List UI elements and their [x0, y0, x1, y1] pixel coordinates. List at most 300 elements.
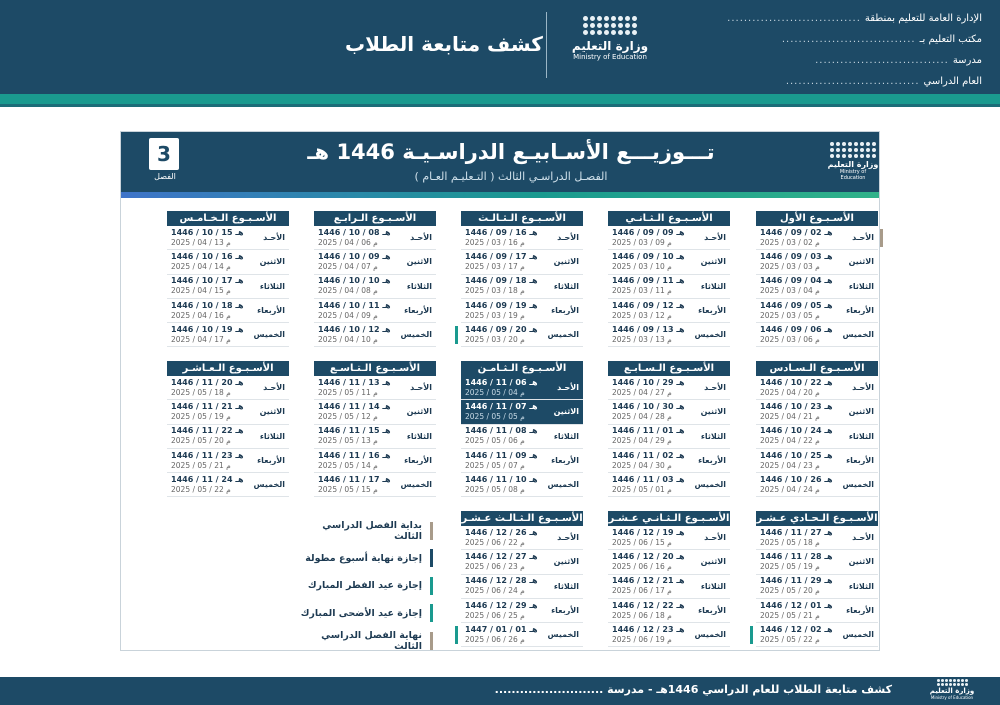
day-name: الخميس: [694, 480, 726, 490]
day-name: الأربعاء: [551, 306, 579, 316]
day-row: [167, 376, 289, 400]
week-title: الأسـبـوع الـحـادي عـشـر: [756, 513, 878, 524]
logo-text-ar: وزارة التعليم: [571, 39, 649, 53]
day-dates: [461, 301, 547, 321]
hijri-date: 1446 / 10 / 26 هـ: [760, 474, 833, 484]
gregorian-date: 2025 / 04 / 16 م: [171, 310, 231, 320]
gregorian-date: 2025 / 06 / 23 م: [465, 561, 525, 571]
admin-fields: [727, 8, 982, 92]
day-name: الخميس: [694, 630, 726, 640]
week-title: الأسـبـوع الـتـاسـع: [314, 361, 436, 376]
day-dates: [756, 301, 842, 321]
week-title: الأسـبـوع الـثـالـث: [461, 211, 583, 226]
legend-swatch: [430, 632, 433, 650]
day-row: [608, 449, 730, 473]
day-row: [461, 623, 583, 647]
week-block: [461, 511, 583, 647]
hijri-date: 1446 / 12 / 22 هـ: [612, 600, 685, 610]
gregorian-date: 2025 / 06 / 17 م: [612, 586, 672, 596]
gregorian-date: 2025 / 05 / 13 م: [318, 436, 378, 446]
day-name: الثلاثاء: [848, 281, 874, 291]
day-dates: [756, 426, 842, 446]
logo-text-en: Ministry of Education: [839, 169, 867, 181]
hijri-date: 1446 / 09 / 12 هـ: [612, 300, 685, 310]
day-dates: [461, 625, 547, 645]
day-dates: [461, 576, 547, 596]
footer-ministry-logo: [927, 679, 977, 700]
legend-swatch: [430, 549, 433, 567]
legend-label: إجازة عيد الفطر المبارك: [307, 580, 422, 592]
admin-field-school: [772, 50, 982, 71]
day-dates: [167, 301, 253, 321]
gregorian-date: 2025 / 05 / 05 م: [465, 411, 525, 421]
day-dates: [756, 451, 842, 471]
day-name: الأحـد: [410, 383, 432, 393]
day-name: الثلاثاء: [848, 581, 874, 591]
hijri-date: 1447 / 01 / 01 هـ: [465, 624, 538, 634]
day-dates: [461, 402, 547, 422]
day-row: [756, 550, 878, 574]
day-row: [608, 599, 730, 623]
day-name: الخميس: [547, 330, 579, 340]
day-dates: [608, 252, 694, 272]
admin-field-label: الإدارة العامة للتعليم بمنطقة: [864, 13, 982, 24]
gregorian-date: 2025 / 04 / 21 م: [760, 411, 820, 421]
hijri-date: 1446 / 11 / 14 هـ: [318, 401, 391, 411]
day-row: [608, 376, 730, 400]
gregorian-date: 2025 / 05 / 20 م: [760, 586, 820, 596]
day-dates: [756, 625, 842, 645]
gregorian-date: 2025 / 03 / 05 م: [760, 310, 820, 320]
legend-swatch: [430, 577, 433, 595]
logo-text-ar: وزارة التعليم: [827, 160, 879, 169]
gregorian-date: 2025 / 04 / 08 م: [318, 286, 378, 296]
gregorian-date: 2025 / 05 / 08 م: [465, 484, 525, 494]
hijri-date: 1446 / 12 / 20 هـ: [612, 551, 685, 561]
gregorian-date: 2025 / 05 / 04 م: [465, 387, 525, 397]
hijri-date: 1446 / 09 / 06 هـ: [760, 324, 833, 334]
day-row: [756, 449, 878, 473]
gregorian-date: 2025 / 05 / 12 م: [318, 411, 378, 421]
hijri-date: 1446 / 10 / 29 هـ: [612, 377, 685, 387]
admin-field-office: [772, 29, 982, 50]
logo-text-en: Ministry of Education: [573, 53, 647, 61]
week-block: [314, 211, 436, 347]
hijri-date: 1446 / 11 / 23 هـ: [171, 450, 244, 460]
day-dates: [461, 528, 547, 548]
hijri-date: 1446 / 11 / 02 هـ: [612, 450, 685, 460]
day-row: [756, 526, 878, 550]
legend-label: بداية الفصل الدراسي الثالث: [322, 519, 422, 542]
gregorian-date: 2025 / 04 / 09 م: [318, 310, 378, 320]
day-name: الاثنين: [259, 257, 285, 267]
day-dates: [461, 552, 547, 572]
hijri-date: 1446 / 11 / 17 هـ: [318, 474, 391, 484]
day-row: [461, 550, 583, 574]
day-name: الأحـد: [557, 533, 579, 543]
day-row: [608, 275, 730, 299]
week-block: [756, 511, 878, 647]
day-name: الثلاثاء: [553, 281, 579, 291]
event-marker: [455, 626, 458, 644]
day-name: الثلاثاء: [700, 431, 726, 441]
hijri-date: 1446 / 11 / 01 هـ: [612, 426, 685, 436]
week-block: [756, 361, 878, 497]
day-dates: [461, 475, 547, 495]
day-name: الأحـد: [704, 233, 726, 243]
day-row: [314, 400, 436, 424]
gregorian-date: 2025 / 03 / 16 م: [465, 237, 525, 247]
day-row: [608, 400, 730, 424]
hijri-date: 1446 / 10 / 25 هـ: [760, 450, 833, 460]
day-row: [314, 473, 436, 497]
day-row: [167, 323, 289, 347]
day-dates: [461, 601, 547, 621]
week-block: [756, 211, 878, 347]
day-name: الأحـد: [263, 383, 285, 393]
gregorian-date: 2025 / 05 / 22 م: [171, 484, 231, 494]
admin-field-label: مدرسة: [952, 55, 982, 66]
day-name: الثلاثاء: [553, 431, 579, 441]
ministry-dots-icon: [580, 16, 640, 35]
day-dates: [167, 252, 253, 272]
day-dates: [756, 252, 842, 272]
day-name: الثلاثاء: [259, 281, 285, 291]
day-name: الاثنين: [700, 257, 726, 267]
hijri-date: 1446 / 10 / 30 هـ: [612, 401, 685, 411]
day-name: الاثنين: [553, 257, 579, 267]
day-name: الخميس: [842, 480, 874, 490]
day-row: [756, 226, 878, 250]
day-dates: [167, 402, 253, 422]
gregorian-date: 2025 / 04 / 22 م: [760, 436, 820, 446]
divider: [546, 12, 547, 78]
day-name: الاثنين: [848, 557, 874, 567]
day-row: [461, 526, 583, 550]
day-row: [756, 299, 878, 323]
day-row: [167, 250, 289, 274]
gregorian-date: 2025 / 04 / 30 م: [612, 460, 672, 470]
day-row: [756, 250, 878, 274]
day-dates: [756, 378, 842, 398]
hijri-date: 1446 / 10 / 24 هـ: [760, 426, 833, 436]
day-dates: [461, 378, 547, 398]
day-name: الأربعاء: [551, 456, 579, 466]
gregorian-date: 2025 / 03 / 13 م: [612, 334, 672, 344]
day-dates: [756, 552, 842, 572]
admin-field-label: مكتب التعليم بـ: [919, 34, 982, 45]
day-dates: [608, 426, 694, 446]
day-name: الاثنين: [553, 407, 579, 417]
day-dates: [167, 325, 253, 345]
day-dates: [461, 451, 547, 471]
hijri-date: 1446 / 12 / 19 هـ: [612, 527, 685, 537]
day-name: الأحـد: [852, 383, 874, 393]
gregorian-date: 2025 / 03 / 17 م: [465, 261, 525, 271]
hijri-date: 1446 / 09 / 18 هـ: [465, 276, 538, 286]
day-row: [608, 323, 730, 347]
day-row: [461, 250, 583, 274]
day-row: [314, 425, 436, 449]
day-row: [608, 575, 730, 599]
day-row: [167, 400, 289, 424]
day-row: [608, 473, 730, 497]
day-name: الاثنين: [406, 407, 432, 417]
gregorian-date: 2025 / 04 / 14 م: [171, 261, 231, 271]
day-row: [314, 449, 436, 473]
day-name: الأحـد: [557, 233, 579, 243]
admin-field-year: [772, 71, 982, 92]
hijri-date: 1446 / 10 / 23 هـ: [760, 401, 833, 411]
week-title: الأسـبـوع الـسـادس: [756, 361, 878, 376]
hijri-date: 1446 / 09 / 13 هـ: [612, 324, 685, 334]
day-row: [167, 425, 289, 449]
hijri-date: 1446 / 09 / 16 هـ: [465, 227, 538, 237]
week-title: الأسـبـوع الـعـاشـر: [167, 361, 289, 376]
hijri-date: 1446 / 10 / 19 هـ: [171, 324, 244, 334]
gregorian-date: 2025 / 06 / 22 م: [465, 537, 525, 547]
legend-label: إجازة نهاية أسبوع مطولة: [305, 552, 422, 564]
day-name: الخميس: [253, 480, 285, 490]
week-block: [461, 211, 583, 347]
legend-label: إجازة عيد الأضحى المبارك: [300, 607, 422, 619]
gregorian-date: 2025 / 03 / 18 م: [465, 286, 525, 296]
day-dates: [314, 451, 400, 471]
gregorian-date: 2025 / 04 / 13 م: [171, 237, 231, 247]
week-title: الأسـبـوع الأول: [756, 211, 878, 226]
day-dates: [167, 228, 253, 248]
day-dates: [756, 402, 842, 422]
gregorian-date: 2025 / 04 / 07 م: [318, 261, 378, 271]
gregorian-date: 2025 / 05 / 18 م: [760, 537, 820, 547]
week-block: [461, 361, 583, 497]
hijri-date: 1446 / 10 / 10 هـ: [318, 276, 391, 286]
hijri-date: 1446 / 10 / 11 هـ: [318, 300, 391, 310]
day-row: [756, 323, 878, 347]
hijri-date: 1446 / 12 / 01 هـ: [760, 600, 833, 610]
day-dates: [314, 402, 400, 422]
day-dates: [314, 252, 400, 272]
gregorian-date: 2025 / 05 / 06 م: [465, 436, 525, 446]
day-name: الاثنين: [848, 257, 874, 267]
term-number: 3: [149, 138, 179, 170]
day-dates: [756, 475, 842, 495]
day-name: الأربعاء: [257, 306, 285, 316]
day-dates: [461, 228, 547, 248]
hijri-date: 1446 / 12 / 02 هـ: [760, 624, 833, 634]
day-name: الأربعاء: [846, 306, 874, 316]
legend-item: [293, 545, 433, 573]
gregorian-date: 2025 / 03 / 09 م: [612, 237, 672, 247]
day-name: الخميس: [400, 330, 432, 340]
day-name: الأحـد: [704, 533, 726, 543]
hijri-date: 1446 / 12 / 28 هـ: [465, 576, 538, 586]
day-name: الأحـد: [852, 233, 874, 243]
admin-field-label: العام الدراسي: [923, 76, 982, 87]
legend: [293, 517, 433, 655]
hijri-date: 1446 / 11 / 24 هـ: [171, 474, 244, 484]
ministry-dots-icon: [936, 679, 968, 686]
day-row: [608, 299, 730, 323]
hijri-date: 1446 / 11 / 06 هـ: [465, 377, 538, 387]
day-row: [608, 250, 730, 274]
day-name: الأحـد: [263, 233, 285, 243]
day-dates: [608, 576, 694, 596]
day-name: الأربعاء: [404, 456, 432, 466]
hijri-date: 1446 / 10 / 22 هـ: [760, 377, 833, 387]
day-row: [461, 400, 583, 424]
day-name: الثلاثاء: [700, 281, 726, 291]
hijri-date: 1446 / 09 / 20 هـ: [465, 324, 538, 334]
footer: [0, 677, 1000, 705]
event-marker: [880, 229, 883, 247]
hijri-date: 1446 / 09 / 19 هـ: [465, 300, 538, 310]
day-dates: [756, 228, 842, 248]
day-name: الأربعاء: [698, 606, 726, 616]
day-row: [461, 299, 583, 323]
day-row: [314, 226, 436, 250]
hijri-date: 1446 / 12 / 29 هـ: [465, 600, 538, 610]
week-title: الأسـبـوع الـرابـع: [314, 211, 436, 226]
legend-label: نهاية الفصل الدراسي الثالث: [321, 629, 422, 652]
day-dates: [608, 552, 694, 572]
day-row: [461, 425, 583, 449]
day-name: الاثنين: [848, 407, 874, 417]
admin-field-region: [727, 8, 982, 29]
day-name: الثلاثاء: [553, 581, 579, 591]
day-name: الاثنين: [700, 557, 726, 567]
day-row: [314, 376, 436, 400]
day-row: [756, 275, 878, 299]
day-name: الأربعاء: [698, 456, 726, 466]
day-name: الخميس: [547, 480, 579, 490]
day-row: [756, 575, 878, 599]
day-dates: [461, 252, 547, 272]
legend-item: [293, 600, 433, 628]
gregorian-date: 2025 / 05 / 20 م: [171, 436, 231, 446]
hijri-date: 1446 / 11 / 08 هـ: [465, 426, 538, 436]
day-name: الأحـد: [704, 383, 726, 393]
day-row: [461, 376, 583, 400]
day-name: الثلاثاء: [406, 281, 432, 291]
hijri-date: 1446 / 11 / 20 هـ: [171, 377, 244, 387]
fill-dots: ................................: [781, 34, 916, 45]
day-dates: [608, 601, 694, 621]
day-row: [756, 400, 878, 424]
hijri-date: 1446 / 10 / 16 هـ: [171, 251, 244, 261]
gregorian-date: 2025 / 06 / 26 م: [465, 634, 525, 644]
fill-dots: ................................: [727, 13, 861, 24]
gregorian-date: 2025 / 06 / 19 م: [612, 634, 672, 644]
day-dates: [167, 276, 253, 296]
gregorian-date: 2025 / 04 / 29 م: [612, 436, 672, 446]
gregorian-date: 2025 / 05 / 21 م: [760, 610, 820, 620]
card-banner: [121, 132, 879, 192]
hijri-date: 1446 / 09 / 04 هـ: [760, 276, 833, 286]
day-row: [167, 473, 289, 497]
banner-stripe: [121, 192, 879, 198]
hijri-date: 1446 / 11 / 16 هـ: [318, 450, 391, 460]
day-dates: [608, 276, 694, 296]
legend-swatch: [430, 522, 433, 540]
gregorian-date: 2025 / 03 / 12 م: [612, 310, 672, 320]
day-dates: [608, 475, 694, 495]
day-row: [756, 376, 878, 400]
day-name: الخميس: [842, 630, 874, 640]
gregorian-date: 2025 / 04 / 23 م: [760, 460, 820, 470]
gregorian-date: 2025 / 05 / 07 م: [465, 460, 525, 470]
day-row: [461, 226, 583, 250]
hijri-date: 1446 / 11 / 27 هـ: [760, 527, 833, 537]
week-title: الأسـبـوع الـثـانـي عـشـر: [608, 513, 730, 524]
day-row: [461, 323, 583, 347]
day-dates: [608, 228, 694, 248]
page-title: كشف متابعة الطلاب: [345, 32, 543, 56]
gregorian-date: 2025 / 05 / 19 م: [171, 411, 231, 421]
legend-item: [293, 572, 433, 600]
day-name: الأحـد: [410, 233, 432, 243]
gregorian-date: 2025 / 04 / 06 م: [318, 237, 378, 247]
day-dates: [314, 276, 400, 296]
gregorian-date: 2025 / 03 / 03 م: [760, 261, 820, 271]
hijri-date: 1446 / 09 / 09 هـ: [612, 227, 685, 237]
card-ministry-logo: [827, 142, 879, 181]
day-name: الاثنين: [406, 257, 432, 267]
gregorian-date: 2025 / 04 / 24 م: [760, 484, 820, 494]
hijri-date: 1446 / 11 / 28 هـ: [760, 551, 833, 561]
hijri-date: 1446 / 09 / 17 هـ: [465, 251, 538, 261]
day-name: الثلاثاء: [259, 431, 285, 441]
gregorian-date: 2025 / 05 / 22 م: [760, 634, 820, 644]
gregorian-date: 2025 / 06 / 25 م: [465, 610, 525, 620]
day-dates: [756, 276, 842, 296]
week-title: الأسـبـوع الـخـامـس: [167, 211, 289, 226]
gregorian-date: 2025 / 04 / 28 م: [612, 411, 672, 421]
gregorian-date: 2025 / 03 / 20 م: [465, 334, 525, 344]
day-row: [167, 275, 289, 299]
day-dates: [756, 528, 842, 548]
week-block: [167, 211, 289, 347]
hijri-date: 1446 / 11 / 15 هـ: [318, 426, 391, 436]
day-dates: [461, 325, 547, 345]
day-dates: [608, 325, 694, 345]
week-block: [608, 211, 730, 347]
day-name: الأربعاء: [551, 606, 579, 616]
day-name: الأربعاء: [846, 606, 874, 616]
day-name: الثلاثاء: [700, 581, 726, 591]
day-row: [756, 425, 878, 449]
ministry-dots-icon: [830, 142, 876, 158]
day-row: [461, 275, 583, 299]
day-dates: [608, 402, 694, 422]
fill-dots: ................................: [785, 76, 920, 87]
day-row: [756, 599, 878, 623]
hijri-date: 1446 / 09 / 10 هـ: [612, 251, 685, 261]
day-row: [314, 299, 436, 323]
hijri-date: 1446 / 09 / 03 هـ: [760, 251, 833, 261]
day-name: الأربعاء: [404, 306, 432, 316]
gregorian-date: 2025 / 05 / 11 م: [318, 387, 378, 397]
day-dates: [608, 451, 694, 471]
week-title: الأسـبـوع الـسـابـع: [608, 361, 730, 376]
day-name: الثلاثاء: [848, 431, 874, 441]
logo-text-ar: وزارة التعليم: [929, 687, 975, 695]
day-dates: [167, 378, 253, 398]
card-title: تـــوزيـــع الأسـابيـع الدراسـيـة 1446 هـ: [307, 140, 715, 164]
day-name: الثلاثاء: [406, 431, 432, 441]
gregorian-date: 2025 / 04 / 15 م: [171, 286, 231, 296]
accent-band-secondary: [0, 104, 1000, 107]
